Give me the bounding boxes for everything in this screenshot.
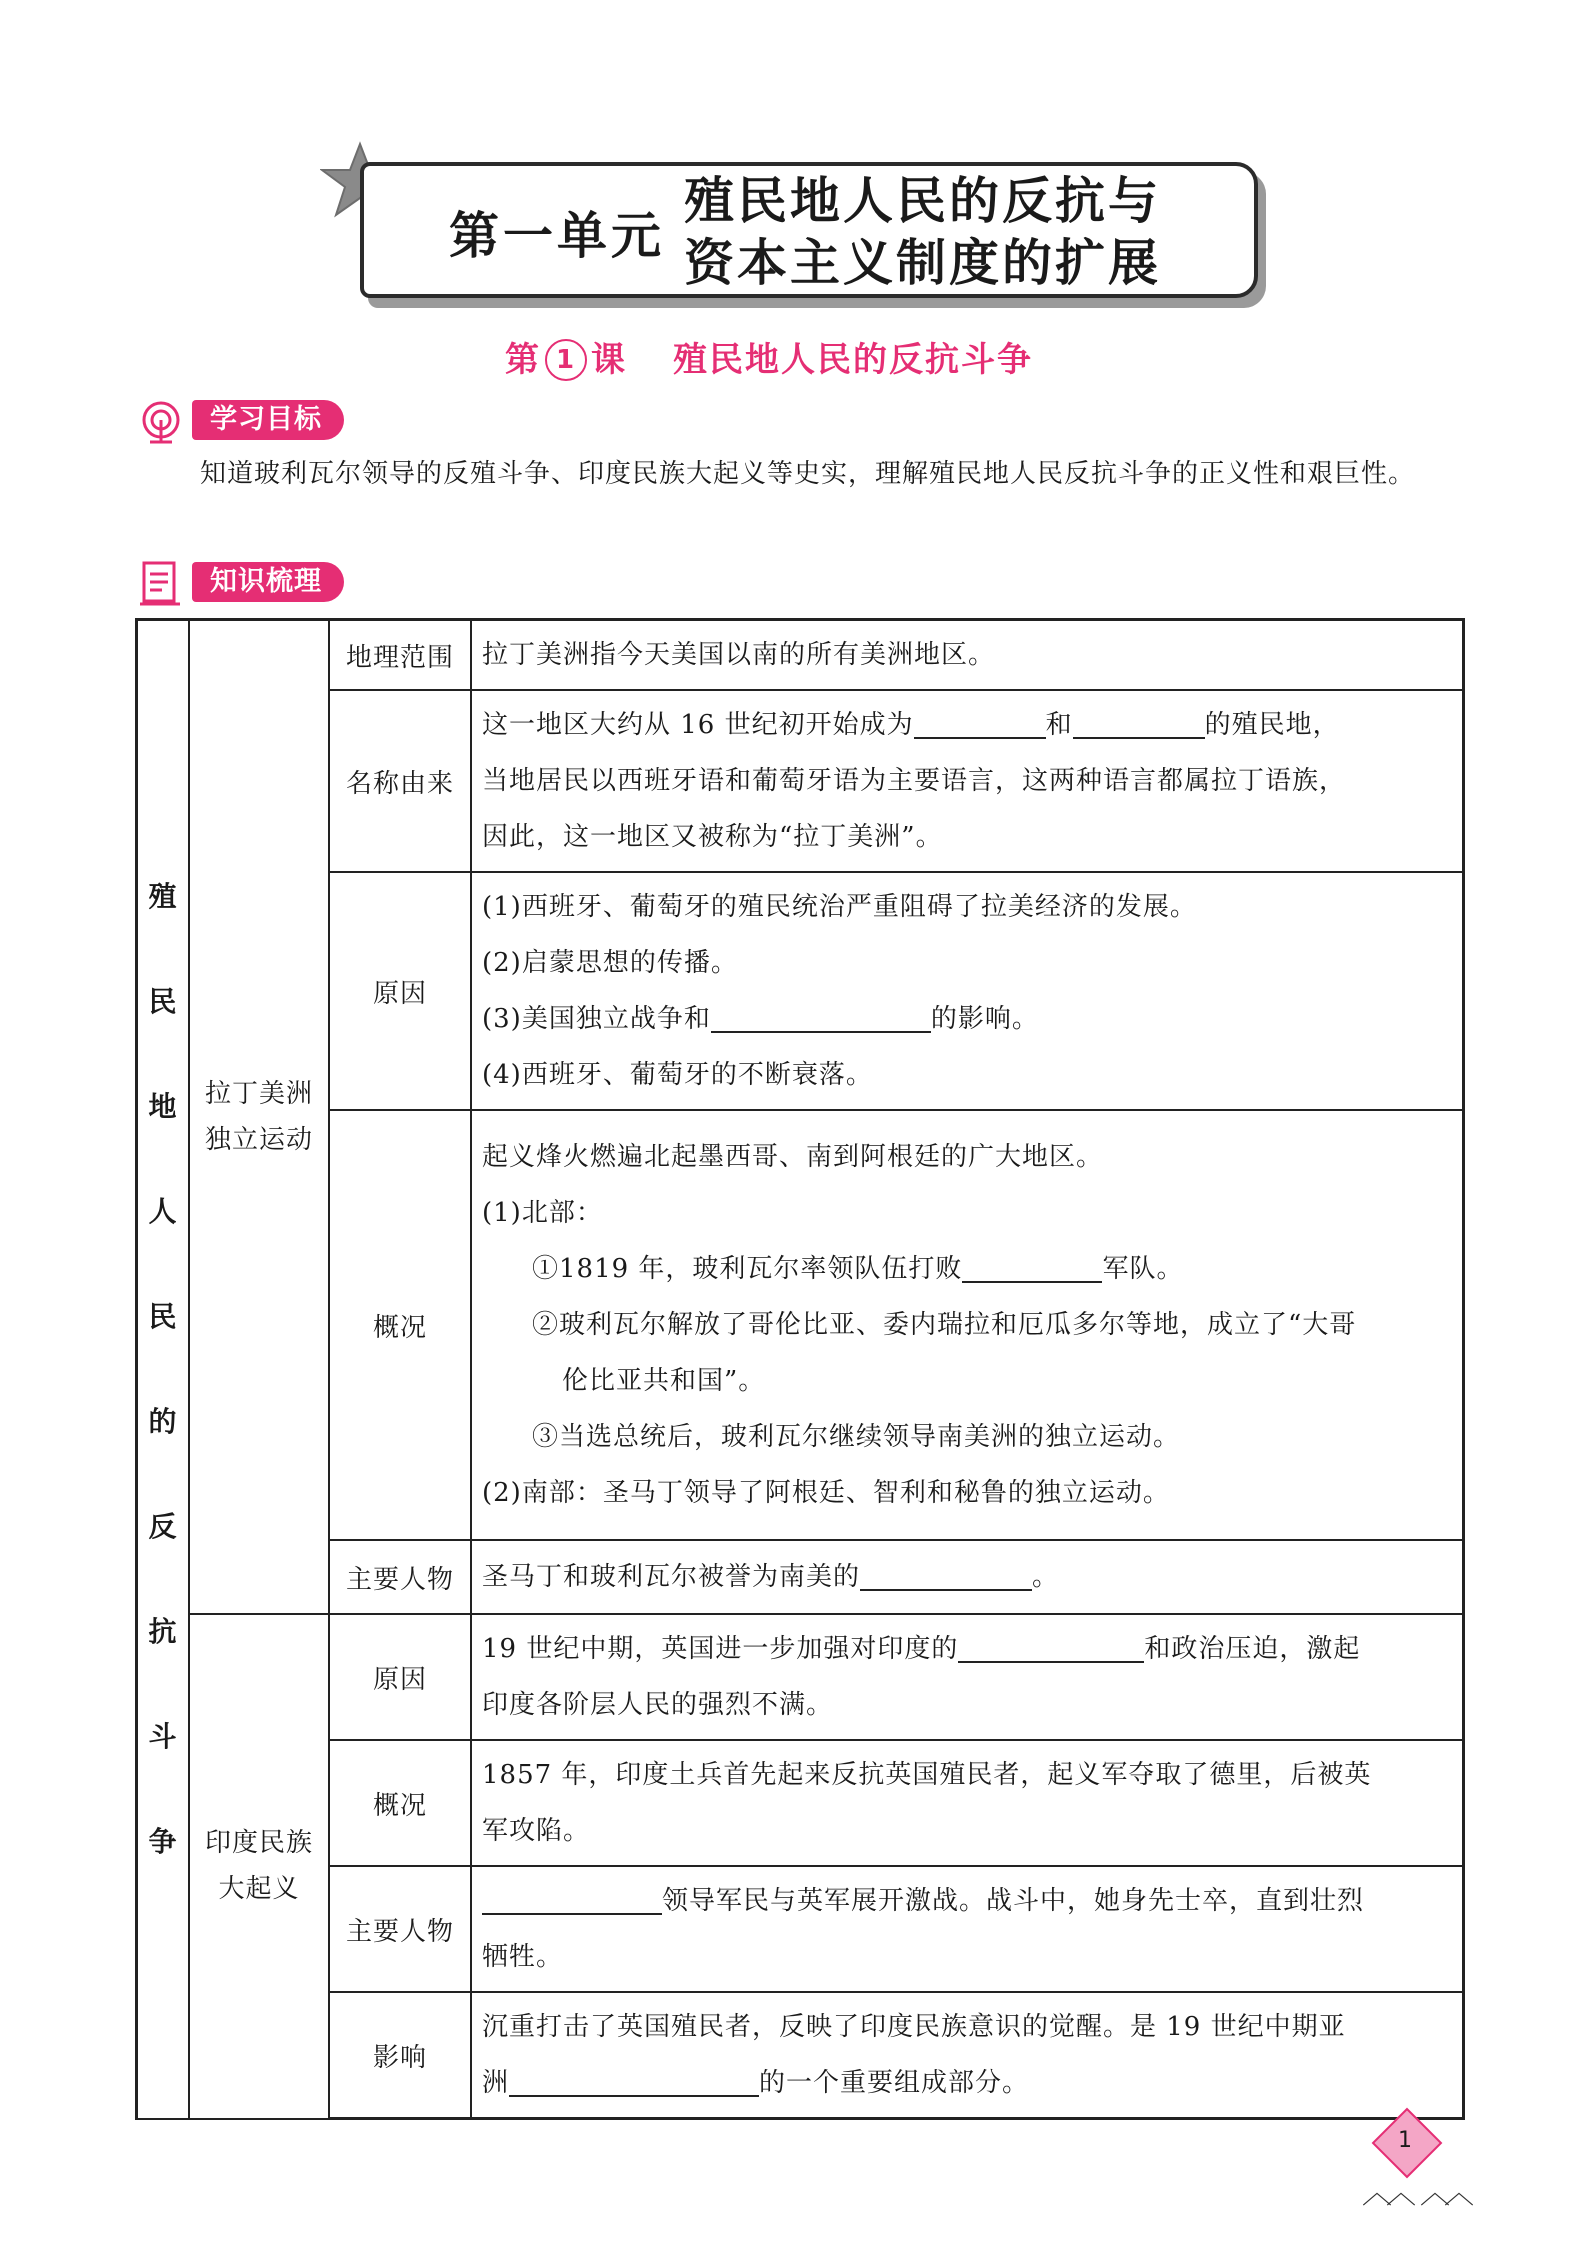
- table-row: [137, 872, 1464, 1110]
- table-row: [137, 1540, 1464, 1614]
- row-content: [471, 1866, 1464, 1992]
- text-line: 当地居民以西班牙语和葡萄牙语为主要语言，这两种语言都属拉丁语族，: [482, 766, 1347, 796]
- unit-banner: [320, 140, 1270, 310]
- row-content: [471, 620, 1464, 691]
- text-line: (2)南部：圣马丁领导了阿根廷、智利和秘鲁的独立运动。: [482, 1478, 1170, 1508]
- fill-blank[interactable]: [958, 1631, 1144, 1663]
- topic-line: 印度民族: [204, 1828, 313, 1859]
- text: (3)美国独立战争和: [482, 1004, 711, 1034]
- text: 19 世纪中期，英国进一步加强对印度的: [482, 1634, 959, 1664]
- text-line: [482, 991, 1452, 1047]
- text: 圣马丁和玻利瓦尔被誉为南美的: [482, 1562, 861, 1592]
- fill-blank[interactable]: [962, 1251, 1102, 1283]
- row-content: [471, 872, 1464, 1110]
- table-row: [137, 1992, 1464, 2119]
- row-content: [471, 1540, 1464, 1614]
- table-row: [137, 1614, 1464, 1740]
- banner-box: [360, 162, 1258, 298]
- lesson-title: [505, 332, 1033, 381]
- topic-latin-america: [189, 620, 329, 1615]
- topic-line: 独立运动: [204, 1125, 313, 1155]
- lesson-name: 殖民地人民的反抗斗争: [673, 340, 1033, 380]
- text: 洲: [482, 2068, 510, 2098]
- lesson-prefix: 第: [505, 340, 541, 380]
- text-line: 因此，这一地区又被称为“拉丁美洲”。: [482, 822, 943, 852]
- row-label: 影响: [329, 1992, 471, 2119]
- fill-blank[interactable]: [1073, 707, 1205, 739]
- text: ①1819 年，玻利瓦尔率领队伍打败: [532, 1254, 963, 1284]
- chevron-up-icon: ︿︿: [1420, 2176, 1468, 2211]
- fill-blank[interactable]: [860, 1559, 1032, 1591]
- text-line: 起义烽火燃遍北起墨西哥、南到阿根廷的广大地区。: [482, 1142, 1104, 1172]
- text-line: 军攻陷。: [482, 1816, 591, 1846]
- lesson-suffix: 课: [591, 340, 627, 380]
- table-row: [137, 1740, 1464, 1866]
- vertical-title: [137, 620, 190, 2119]
- text: 领导军民与英军展开激战。战斗中，她身先士卒，直到壮烈: [662, 1886, 1365, 1916]
- unit-title-line1: 殖民地人民的反抗与: [684, 171, 1161, 230]
- objectives-text: 知道玻利瓦尔领导的反殖斗争、印度民族大起义等史实，理解殖民地人民反抗斗争的正义性和艰巨性。: [200, 459, 1416, 489]
- vertical-char: 争: [148, 1825, 178, 1859]
- text-line: 1857 年，印度土兵首先起来反抗英国殖民者，起义军夺取了德里，后被英: [482, 1760, 1372, 1790]
- page-number: 1: [1398, 2128, 1412, 2153]
- row-content: [471, 690, 1464, 872]
- vertical-char: 地: [148, 1090, 178, 1124]
- chevron-up-icon: ︿︿: [1362, 2176, 1410, 2211]
- knowledge-label: 知识梳理: [192, 562, 344, 602]
- knowledge-table: [135, 618, 1465, 2120]
- vertical-char: 殖: [148, 880, 178, 914]
- topic-india: [189, 1614, 329, 2119]
- table-row: [137, 620, 1464, 691]
- notes-icon: [136, 560, 186, 606]
- vertical-char: 的: [148, 1405, 178, 1439]
- text-line: 牺牲。: [482, 1942, 564, 1972]
- topic-line: 拉丁美洲: [204, 1079, 313, 1109]
- topic-line: 大起义: [218, 1874, 300, 1905]
- objectives-label: 学习目标: [192, 400, 344, 440]
- text-line: ③当选总统后，玻利瓦尔继续领导南美洲的独立运动。: [532, 1422, 1181, 1452]
- unit-title-line2: 资本主义制度的扩展: [684, 233, 1161, 292]
- text-line: [482, 1241, 1452, 1297]
- text: 拉丁美洲指今天美国以南的所有美洲地区。: [482, 640, 996, 670]
- text-line: ②玻利瓦尔解放了哥伦比亚、委内瑞拉和厄瓜多尔等地，成立了“大哥: [532, 1310, 1357, 1340]
- unit-label: 第一单元: [449, 206, 665, 265]
- row-label: 名称由来: [329, 690, 471, 872]
- text: 的一个重要组成部分。: [759, 2068, 1030, 2098]
- text: 军队。: [1102, 1254, 1184, 1284]
- vertical-char: 人: [148, 1195, 178, 1229]
- text: 这一地区大约从 16 世纪初开始成为: [482, 710, 914, 740]
- fill-blank[interactable]: [482, 1883, 662, 1915]
- row-label: 原因: [329, 872, 471, 1110]
- vertical-char: 民: [148, 985, 178, 1019]
- text-line: [482, 1873, 1452, 1929]
- vertical-char: 斗: [148, 1720, 178, 1754]
- text: 和: [1045, 710, 1073, 740]
- row-label: 概况: [329, 1110, 471, 1540]
- fill-blank[interactable]: [914, 707, 1046, 739]
- fill-blank[interactable]: [509, 2065, 759, 2097]
- text-line: [482, 1621, 1452, 1677]
- row-label: 地理范围: [329, 620, 471, 691]
- row-label: 原因: [329, 1614, 471, 1740]
- text-line: 伦比亚共和国”。: [562, 1366, 766, 1396]
- text: 。: [1032, 1562, 1060, 1592]
- row-label: 主要人物: [329, 1540, 471, 1614]
- target-icon: [136, 398, 186, 444]
- text-line: [482, 697, 1452, 753]
- vertical-char: 民: [148, 1300, 178, 1334]
- row-content: [471, 1110, 1464, 1540]
- fill-blank[interactable]: [711, 1001, 931, 1033]
- text-line: (1)西班牙、葡萄牙的殖民统治严重阻碍了拉美经济的发展。: [482, 892, 1197, 922]
- vertical-char: 抗: [148, 1615, 178, 1649]
- text: 的殖民地，: [1204, 710, 1340, 740]
- row-content: [471, 1614, 1464, 1740]
- row-label: 主要人物: [329, 1866, 471, 1992]
- row-content: [471, 1740, 1464, 1866]
- table-row: [137, 1110, 1464, 1540]
- text-line: 沉重打击了英国殖民者，反映了印度民族意识的觉醒。是 19 世纪中期亚: [482, 2012, 1346, 2042]
- text-line: (2)启蒙思想的传播。: [482, 948, 738, 978]
- text-line: (1)北部：: [482, 1198, 603, 1228]
- row-content: [471, 1992, 1464, 2119]
- vertical-char: 反: [148, 1510, 178, 1544]
- text-line: (4)西班牙、葡萄牙的不断衰落。: [482, 1060, 873, 1090]
- text-line: [482, 2055, 1452, 2111]
- unit-title: [684, 170, 1161, 294]
- table-row: [137, 1866, 1464, 1992]
- text-line: 印度各阶层人民的强烈不满。: [482, 1690, 834, 1720]
- table-row: [137, 690, 1464, 872]
- text: 和政治压迫，激起: [1144, 1634, 1361, 1664]
- text: 的影响。: [930, 1004, 1039, 1034]
- lesson-number: 1: [545, 339, 587, 381]
- row-label: 概况: [329, 1740, 471, 1866]
